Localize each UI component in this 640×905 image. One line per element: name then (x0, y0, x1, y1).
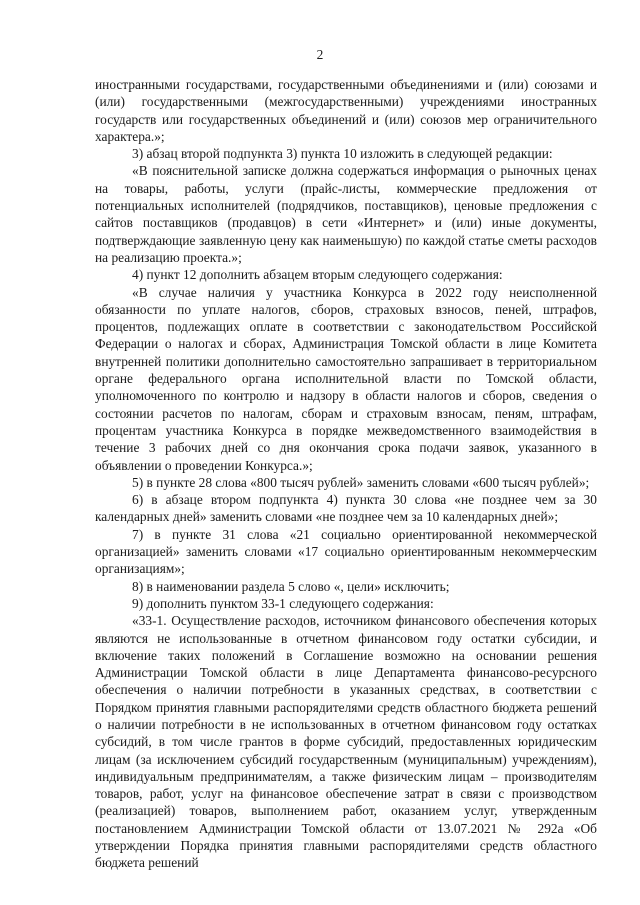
paragraph: «В пояснительной записке должна содержаться информация о рыночных ценах на товары, работы, услуги (прайс-листы, коммерческие предложения от потенциальных исполнителей (подрядчиков, поставщиков), ценовые предложения с сайтов поставщиков (продавцов) в сети «Интернет» и (или) иные документы, подтверждающие заявленную цену как наименьшую) по каждой статье сметы расходов на реализацию проекта.»; (95, 163, 597, 265)
paragraph: 7) в пункте 31 слова «21 социально ориентированной некоммерческой организацией» заменить словами «17 социально ориентированным некоммерческим организациям»; (95, 526, 597, 577)
page-number: 2 (316, 47, 324, 62)
paragraph: иностранными государствами, государственными объединениями и (или) союзами и (или) государственными (межгосударственными) учреждениями иностранных государств или государственных объединений и (или) союзов мер ограничительного характера.»; (95, 77, 597, 144)
paragraph: 3) абзац второй подпункта 3) пункта 10 изложить в следующей редакции: (132, 146, 553, 162)
paragraph: «В случае наличия у участника Конкурса в 2022 году неисполненной обязанности по уплате налогов, сборов, страховых взносов, пеней, штрафов, процентов, подлежащих оплате в соответствии с законодательством Российской Федерации о налогах и сборах, Администрация Томской области в лице Комитета внутренней политики дополнительно самостоятельно запрашивает в территориальном органе федерального органа исполнительной власти по Томской области, уполномоченного по контролю и надзору в области налогов и сборов, сведения о состоянии расчетов по налогам, сборам и страховым взносам, пеням, штрафам, процентам участника Конкурса в порядке межведомственного взаимодействия в течение 3 рабочих дней со дня окончания срока подачи заявок, указанного в объявлении о проведении Конкурса.»; (95, 284, 597, 473)
paragraph: «33-1. Осуществление расходов, источником финансового обеспечения которых являются не использованные в отчетном финансовом году остатки субсидии, и включение таких положений в Соглашение возможно на основании решения Администрации Томской области в лице Департамента финансово-ресурсного обеспечения о наличии потребности в указанных средствах, в соответствии с Порядком принятия главными распорядителями средств областного бюджета решений о наличии потребности в не использованных в отчетном финансовом году остатках субсидий, в том числе грантов в форме субсидий, предоставленных юридическим лицам (за исключением субсидий государственным (муниципальным) учреждениям), индивидуальным предпринимателям, а также физическим лицам – производителям товаров, работ, услуг на финансовое обеспечение затрат в связи с производством (реализацией) товаров, выполнением работ, оказанием услуг, утвержденным постановлением Администрации Томской области от 13.07.2021 № 292а «Об утверждении Порядка принятия главными распорядителями средств областного бюджета решений (95, 613, 597, 871)
paragraph: 6) в абзаце втором подпункта 4) пункта 30 слова «не позднее чем за 30 календарных дней» заменить словами «не позднее чем за 10 календарных дней»; (95, 492, 597, 525)
paragraph: 5) в пункте 28 слова «800 тысяч рублей» заменить словами «600 тысяч рублей»; (132, 474, 590, 490)
paragraph: 8) в наименовании раздела 5 слово «, цели» исключить; (132, 578, 450, 594)
document-body (95, 76, 597, 872)
paragraph: 4) пункт 12 дополнить абзацем вторым следующего содержания: (132, 267, 503, 283)
paragraph: 9) дополнить пунктом 33-1 следующего содержания: (132, 595, 434, 611)
